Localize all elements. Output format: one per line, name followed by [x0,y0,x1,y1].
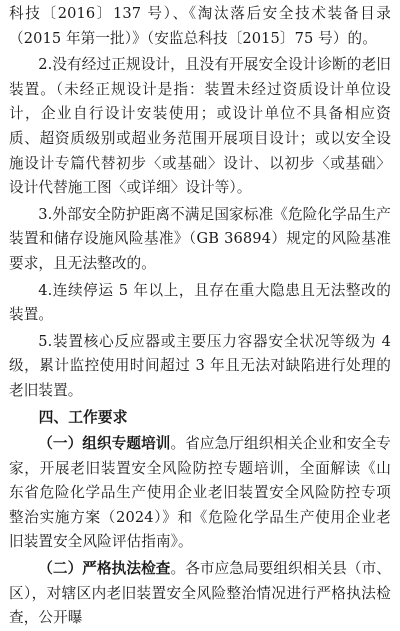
paragraph-training-body: 。省应急厅组织相关企业和安全专家，开展老旧装置安全风险防控专题培训，全面解读《山东省危险化学品生产使用企业老旧装置安全风险防控专项整治实施方案（2024）》和《危险化学品生产使用企业老旧装置安全风险评估指南》。 [9,435,391,551]
paragraph-continued-citation: 科技〔2016〕137 号）、《淘汰落后安全技术装备目录（2015 年第一批）》（安监总科技〔2015〕75 号）的。 [9,5,391,47]
paragraph-training [9,432,391,555]
paragraph-item-3: 3.外部安全防护距离不满足国家标准《危险化学品生产装置和储存设施风险基准》（GB 36894）规定的风险基准要求，且无法整改的。 [9,205,391,272]
paragraph-item-4: 4.连续停运 5 年以上，且存在重大隐患且无法整改的装置。 [9,281,391,324]
paragraph-item-5: 5.装置核心反应器或主要压力容器安全状况等级为 4 级，累计监控使用时间超过 3 年且无法对缺陷进行处理的老旧装置。 [9,332,391,399]
paragraph-inspection-body: 。各市应急局要组织相关县（市、区），对辖区内老旧装置安全风险整治情况进行严格执法检查，公开曝 [9,560,391,627]
paragraph-training-lead: （一）组织专题培训 [38,435,171,453]
section-heading-work-requirements: 四、工作要求 [38,408,128,426]
paragraph-inspection-lead: （二）严格执法检查 [38,560,171,578]
paragraph-inspection [9,557,391,631]
paragraph-item-2: 2.没有经过正规设计，且没有开展安全设计诊断的老旧装置。（未经正规设计是指：装置未经过资质设计单位设计，企业自行设计安装使用；或设计单位不具备相应资质、超资质级别或超业务范围开展项目设计；或以安全设施设计专篇代替初步〈或基础〉设计、以初步〈或基础〉设计代替施工图〈或详细〉设计等）。 [9,56,391,197]
